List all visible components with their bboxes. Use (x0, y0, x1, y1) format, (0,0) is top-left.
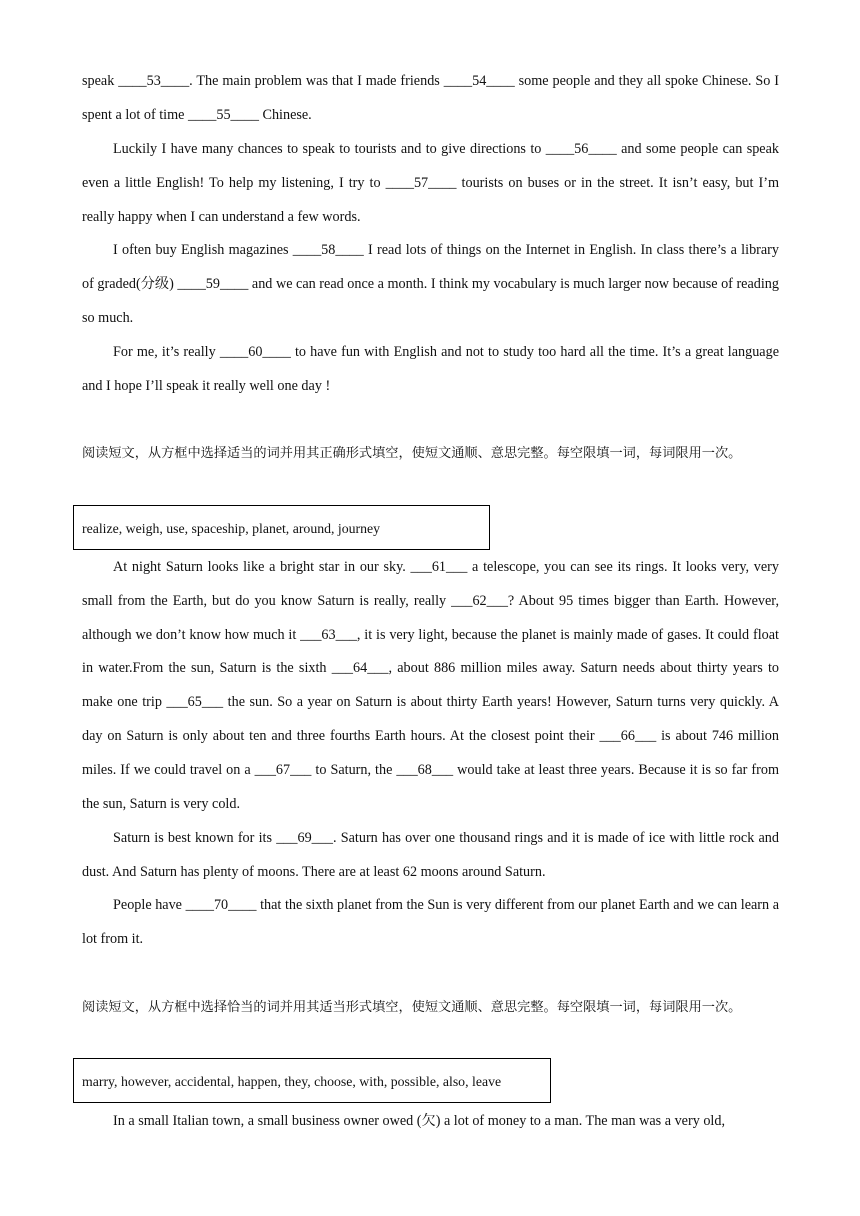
section3-paragraph-1: In a small Italian town, a small business owner owed (欠) a lot of money to a man. The man was a very old, (113, 1113, 726, 1129)
passage1-paragraph-1: speak ____53____. The main problem was that I made friends ____54____ some people and they all spoke Chinese. So I spent a lot of time ____55____ Chinese. (82, 73, 779, 123)
section2-word-box: realize, weigh, use, spaceship, planet, around, journey (73, 505, 490, 550)
section3-instruction: 阅读短文，从方框中选择恰当的词并用其适当形式填空，使短文通顺、意思完整。每空限填一词，每词限用一次。 (82, 1000, 742, 1015)
section3-word-box: marry, however, accidental, happen, they, choose, with, possible, also, leave (73, 1058, 551, 1103)
section2-paragraph-2: Saturn is best known for its ___69___. Saturn has over one thousand rings and it is made of ice with little rock and dust. And Saturn has plenty of moons. There are at least 62 moons around Saturn. (82, 830, 779, 880)
section2-paragraph-1: At night Saturn looks like a bright star in our sky. ___61___ a telescope, you can see its rings. It looks very, very small from the Earth, but do you know Saturn is really, really ___62___? About 95 times bigger than Earth. However, although we don’t know how much it ___63___, it is very light, because the planet is mainly made of gases. It could float in water.From the sun, Saturn is the sixth ___64___, about 886 million miles away. Saturn needs about thirty years to make one trip ___65___ the sun. So a year on Saturn is about thirty Earth years! However, Saturn turns very quickly. A day on Saturn is only about ten and three fourths Earth hours. At the closest point their ___66___ is about 746 million miles. If we could travel on a ___67___ to Saturn, the ___68___ would take at least three years. Because it is so far from the sun, Saturn is very cold. (82, 559, 779, 812)
section2-paragraph-3: People have ____70____ that the sixth planet from the Sun is very different from our planet Earth and we can learn a lot from it. (82, 897, 779, 947)
passage1-paragraph-4: For me, it’s really ____60____ to have fun with English and not to study too hard all the time. It’s a great language and I hope I’ll speak it really well one day ! (82, 344, 779, 394)
passage1-paragraph-2: Luckily I have many chances to speak to tourists and to give directions to ____56____ and some people can speak even a little English! To help my listening, I try to ____57____ tourists on buses or in the street. It isn’t easy, but I’m really happy when I can understand a few words. (82, 141, 779, 225)
passage1-paragraph-3: I often buy English magazines ____58____ I read lots of things on the Internet in English. In class there’s a library of graded(分级) ____59____ and we can read once a month. I think my vocabulary is much larger now because of reading so much. (82, 242, 779, 326)
section2-instruction: 阅读短文，从方框中选择适当的词并用其正确形式填空，使短文通顺、意思完整。每空限填一词，每词限用一次。 (82, 446, 742, 461)
